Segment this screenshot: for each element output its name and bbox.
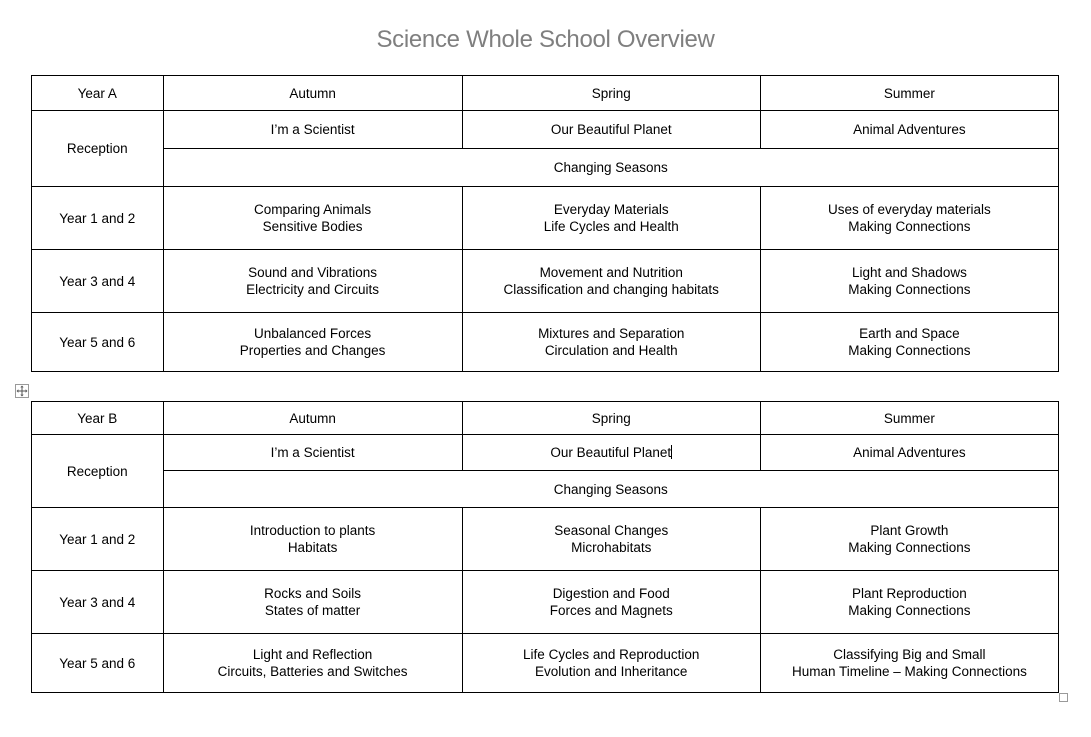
topic-line: Rocks and Soils [264,586,361,601]
topic-line: Comparing Animals [254,202,372,217]
table-row [32,187,1059,250]
topic-line: Making Connections [848,603,971,618]
row-label-cell[interactable]: Year 1 and 2 [32,508,164,571]
topic-line: Seasonal Changes [554,523,669,538]
topic-line: Introduction to plants [249,523,376,538]
summer-cell[interactable] [760,187,1058,250]
summer-cell[interactable] [760,634,1058,693]
topic-line: Life Cycles and Reproduction [523,647,700,662]
reception-autumn-cell[interactable]: I’m a Scientist [163,111,462,149]
summer-header-cell[interactable]: Summer [760,402,1058,435]
topic-line: Classification and changing habitats [503,282,719,297]
row-label-cell[interactable]: Year 1 and 2 [32,187,164,250]
topic-line: Classifying Big and Small [833,647,986,662]
topic-line: Circulation and Health [544,343,678,358]
summer-cell[interactable] [760,250,1058,313]
topic-line: Sensitive Bodies [262,219,363,234]
topic-line: Making Connections [848,282,971,297]
topic-line: Plant Growth [870,523,949,538]
topic-line: Human Timeline – Making Connections [791,664,1027,679]
autumn-header-cell[interactable]: Autumn [163,402,462,435]
topic-line: Digestion and Food [552,586,670,601]
spring-header-cell[interactable]: Spring [462,76,760,111]
table-row [32,250,1059,313]
reception-summer-cell[interactable]: Animal Adventures [760,111,1058,149]
year-label-cell[interactable]: Year A [32,76,164,111]
topic-line: Properties and Changes [239,343,386,358]
autumn-cell[interactable] [163,187,462,250]
reception-all-year-cell[interactable]: Changing Seasons [163,149,1059,187]
topic-line: Forces and Magnets [549,603,673,618]
reception-spring-cell[interactable]: Our Beautiful Planet [462,111,760,149]
topic-line: Making Connections [848,219,971,234]
reception-label-cell[interactable]: Reception [32,435,164,508]
reception-spring-cell[interactable] [462,435,760,471]
autumn-cell[interactable] [163,634,462,693]
text-cursor [671,445,672,459]
topic-line: Making Connections [848,343,971,358]
table-row [32,571,1059,634]
move-cross-icon[interactable] [15,384,29,398]
topic-line: Habitats [287,540,338,555]
topic-line: Sound and Vibrations [248,265,377,280]
autumn-header-cell[interactable]: Autumn [163,76,462,111]
spring-cell[interactable] [462,508,760,571]
topic-line: Movement and Nutrition [539,265,683,280]
spring-cell[interactable] [462,250,760,313]
reception-label-cell[interactable]: Reception [32,111,164,187]
summer-header-cell[interactable]: Summer [760,76,1058,111]
reception-all-year-row [32,471,1059,508]
topic-line: Earth and Space [859,326,960,341]
resize-square-icon[interactable] [1059,693,1068,702]
row-label-cell[interactable]: Year 5 and 6 [32,313,164,372]
spring-cell[interactable] [462,634,760,693]
reception-autumn-cell[interactable]: I’m a Scientist [163,435,462,471]
table-row [32,313,1059,372]
topic-line: Light and Shadows [851,265,967,280]
topic-line: Uses of everyday materials [828,202,991,217]
spring-header-cell[interactable]: Spring [462,402,760,435]
reception-all-year-cell[interactable]: Changing Seasons [163,471,1059,508]
topic-line: Plant Reproduction [851,586,967,601]
topic-line: Microhabitats [571,540,652,555]
autumn-cell[interactable] [163,571,462,634]
summer-cell[interactable] [760,313,1058,372]
year-a-table [31,75,1059,372]
reception-all-year-row [32,149,1059,187]
topic-line: Making Connections [848,540,971,555]
spring-cell[interactable] [462,187,760,250]
topic-line: Life Cycles and Health [543,219,679,234]
row-label-cell[interactable]: Year 3 and 4 [32,250,164,313]
spring-cell[interactable] [462,313,760,372]
autumn-cell[interactable] [163,508,462,571]
summer-cell[interactable] [760,571,1058,634]
topic-line: Circuits, Batteries and Switches [217,664,408,679]
table-header-row [32,402,1059,435]
table-row [32,634,1059,693]
autumn-cell[interactable] [163,313,462,372]
reception-row [32,111,1059,149]
topic-line: States of matter [264,603,361,618]
reception-summer-cell[interactable]: Animal Adventures [760,435,1058,471]
page-title: Science Whole School Overview [376,26,715,53]
table-header-row [32,76,1059,111]
spring-cell[interactable] [462,571,760,634]
topic-line: Everyday Materials [553,202,669,217]
table-row [32,508,1059,571]
summer-cell[interactable] [760,508,1058,571]
year-label-cell[interactable]: Year B [32,402,164,435]
topic-line: Mixtures and Separation [538,326,685,341]
row-label-cell[interactable]: Year 3 and 4 [32,571,164,634]
topic-line: Unbalanced Forces [254,326,372,341]
reception-row [32,435,1059,471]
reception-spring-text: Our Beautiful Planet [550,445,672,460]
topic-line: Evolution and Inheritance [535,664,688,679]
year-b-table [31,401,1059,693]
row-label-cell[interactable]: Year 5 and 6 [32,634,164,693]
topic-line: Electricity and Circuits [246,282,379,297]
autumn-cell[interactable] [163,250,462,313]
topic-line: Light and Reflection [252,647,373,662]
